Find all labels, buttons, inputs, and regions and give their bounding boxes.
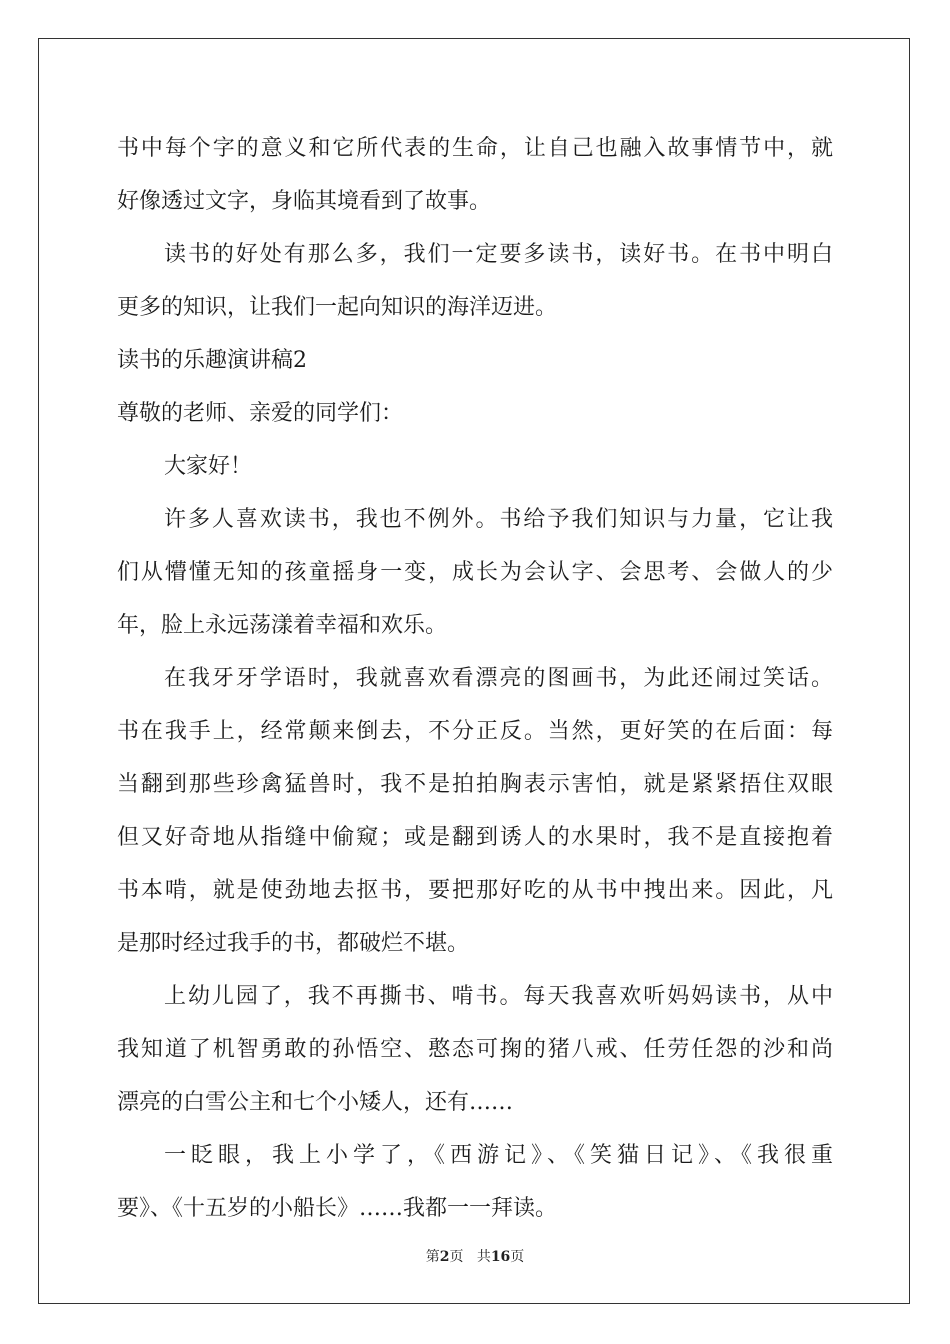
text-line: 书中每个字的意义和它所代表的生命，让自己也融入故事情节中，就 xyxy=(117,136,833,161)
total-prefix: 共 xyxy=(476,1249,491,1265)
text-line: 书本啃，就是使劲地去抠书，要把那好吃的从书中拽出来。因此，凡 xyxy=(117,878,833,903)
text-line: 是那时经过我手的书，都破烂不堪。 xyxy=(117,931,470,956)
text-line: 我知道了机智勇敢的孙悟空、憨态可掬的猪八戒、任劳任怨的沙和尚 xyxy=(117,1037,833,1062)
page-unit: 页 xyxy=(449,1249,464,1265)
text-line: 在我牙牙学语时，我就喜欢看漂亮的图画书，为此还闹过笑话。 xyxy=(164,666,833,691)
salutation: 尊敬的老师、亲爱的同学们： xyxy=(117,401,404,426)
text-line: 上幼儿园了，我不再撕书、啃书。每天我喜欢听妈妈读书，从中 xyxy=(164,984,833,1009)
text-line: 一眨眼，我上小学了，《西游记》、《笑猫日记》、《我很重 xyxy=(164,1143,833,1168)
document-body xyxy=(117,122,833,1235)
text-line: 年，脸上永远荡漾着幸福和欢乐。 xyxy=(117,613,448,638)
text-line: 书在我手上，经常颠来倒去，不分正反。当然，更好笑的在后面：每 xyxy=(117,719,833,744)
page-prefix: 第 xyxy=(425,1249,440,1265)
total-unit: 页 xyxy=(510,1249,525,1265)
text-line: 们从懵懂无知的孩童摇身一变，成长为会认字、会思考、会做人的少 xyxy=(117,560,833,585)
text-line: 但又好奇地从指缝中偷窥；或是翻到诱人的水果时，我不是直接抱着 xyxy=(117,825,833,850)
text-line: 好像透过文字，身临其境看到了故事。 xyxy=(117,189,492,214)
text-line: 读书的好处有那么多，我们一定要多读书，读好书。在书中明白 xyxy=(164,242,833,267)
text-line: 漂亮的白雪公主和七个小矮人，还有…… xyxy=(117,1090,514,1115)
page-footer xyxy=(0,1246,950,1266)
total-pages: 16 xyxy=(490,1249,511,1265)
text-line: 许多人喜欢读书，我也不例外。书给予我们知识与力量，它让我 xyxy=(164,507,833,532)
text-line: 当翻到那些珍禽猛兽时，我不是拍拍胸表示害怕，就是紧紧捂住双眼 xyxy=(117,772,833,797)
page-number: 2 xyxy=(439,1249,450,1265)
greeting: 大家好！ xyxy=(164,454,253,479)
section-heading: 读书的乐趣演讲稿2 xyxy=(117,348,307,373)
text-line: 更多的知识，让我们一起向知识的海洋迈进。 xyxy=(117,295,558,320)
text-line: 要》、《十五岁的小船长》……我都一一拜读。 xyxy=(117,1196,558,1221)
